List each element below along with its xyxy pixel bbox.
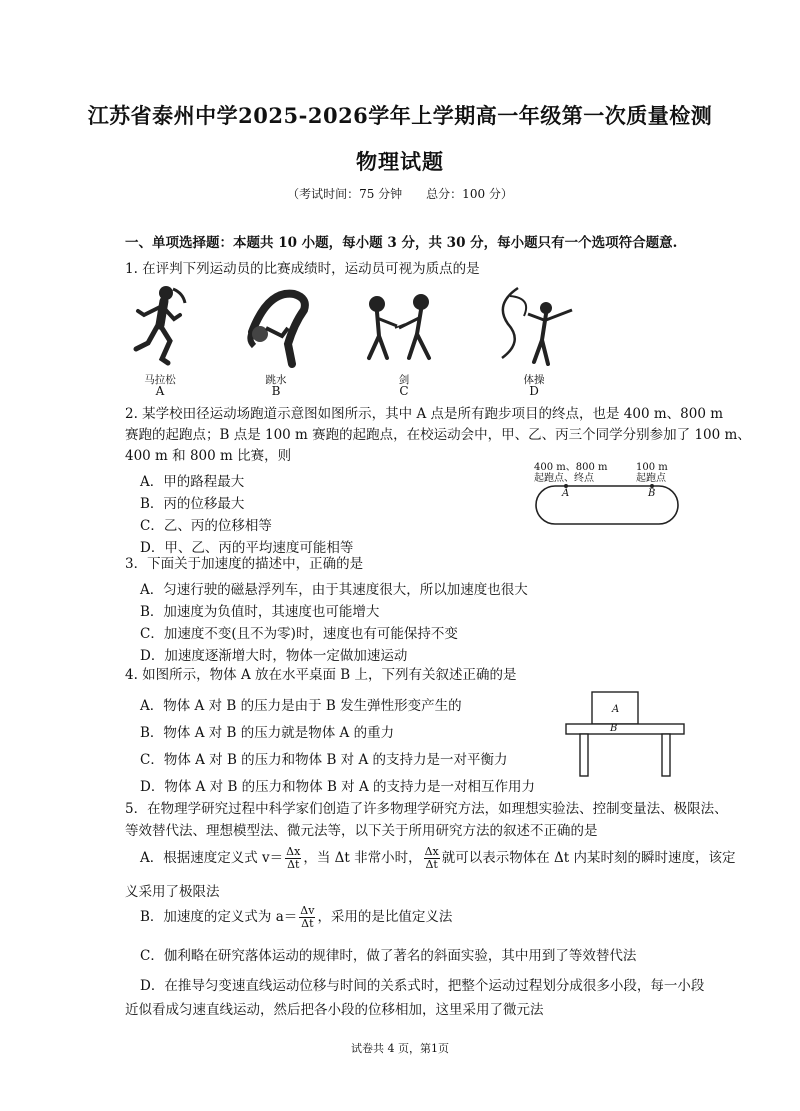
q5-stem-line2: 等效替代法、理想模型法、微元法等，以下关于所用研究方法的叙述不正确的是 <box>125 823 598 839</box>
q3-option-a: A．匀速行驶的磁悬浮列车，由于其速度很大，所以加速度也很大 <box>140 582 528 598</box>
q5-option-b: B．加速度的定义式为 a＝ $\frac{\Delta v}{\Delta t}$ ，采用的是比值定义法 <box>140 904 453 930</box>
marathon-runner-figure <box>130 283 192 371</box>
q4-option-b: B．物体 A 对 B 的压力就是物体 A 的重力 <box>140 725 395 741</box>
q2-option-d: D．甲、乙、丙的平均速度可能相等 <box>140 540 354 556</box>
fraction-dv-dt: $\frac{\Delta v}{\Delta t}$ <box>300 904 315 930</box>
section-heading: 一、单项选择题：本题共 10 小题，每小题 3 分，共 30 分，每小题只有一个选项符合题意. <box>125 235 678 251</box>
q1-caption-c: 剑 <box>398 374 410 386</box>
fraction-dx-dt-2: $\frac{\Delta x}{\Delta t}$ <box>424 845 439 871</box>
q2-stem-line3: 400 m 和 800 m 比赛，则 <box>125 448 292 464</box>
exam-info: （考试时间：75 分钟 总分：100 分） <box>287 187 513 201</box>
diver-figure <box>238 284 316 370</box>
q4-option-a: A．物体 A 对 B 的压力是由于 B 发生弹性形变产生的 <box>140 698 462 714</box>
q2-stem-line2: 赛跑的起跑点；B 点是 100 m 赛跑的起跑点，在校运动会中，甲、乙、丙三个同学分别参加了 100 m、 <box>125 427 751 443</box>
track-point-a: A <box>562 488 570 499</box>
q2-stem-line1: 2. 某学校田径运动场跑道示意图如图所示，其中 A 点是所有跑步项目的终点，也是 400 m、800 m <box>125 406 724 422</box>
q5-option-d-line2: 近似看成匀速直线运动，然后把各小段的位移相加，这里采用了微元法 <box>125 1002 544 1018</box>
q5-option-d-line1: D．在推导匀变速直线运动位移与时间的关系式时，把整个运动过程划分成很多小段，每一小段 <box>140 978 705 994</box>
track-label-a: 400 m、800 m 起跑点、终点 <box>534 462 608 484</box>
fencing-figure <box>357 290 441 370</box>
q1-caption-b: 跳水 <box>265 374 287 386</box>
q5-option-c: C．伽利略在研究落体运动的规律时，做了著名的斜面实验，其中用到了等效替代法 <box>140 948 637 964</box>
q5-stem-line1: 5．在物理学研究过程中科学家们创造了许多物理学研究方法，如理想实验法、控制变量法、极限法、 <box>125 801 728 817</box>
track-diagram <box>534 482 682 528</box>
q3-option-b: B．加速度为负值时，其速度也可能增大 <box>140 604 380 620</box>
q1-caption-a: 马拉松 <box>144 374 176 386</box>
gymnastics-figure <box>488 284 578 370</box>
q3-option-d: D．加速度逐渐增大时，物体一定做加速运动 <box>140 648 408 664</box>
block-label-a: A <box>612 704 620 715</box>
q4-option-d: D．物体 A 对 B 的压力和物体 B 对 A 的支持力是一对相互作用力 <box>140 779 535 795</box>
q4-stem: 4. 如图所示，物体 A 放在水平桌面 B 上，下列有关叙述正确的是 <box>125 667 517 683</box>
q2-option-c: C．乙、丙的位移相等 <box>140 518 272 534</box>
q5-option-a-line2: 义采用了极限法 <box>125 884 220 900</box>
track-label-b: 100 m 起跑点 <box>636 462 668 484</box>
q3-stem: 3．下面关于加速度的描述中，正确的是 <box>125 556 364 572</box>
exam-title: 江苏省泰州中学2025-2026学年上学期高一年级第一次质量检测 <box>87 103 713 128</box>
q5-option-a: A．根据速度定义式 v＝ $\frac{\Delta x}{\Delta t}$ ，当 Δt 非常小时， $\frac{\Delta x}{\Delta t}$ 就可以表示物体在 Δt 内某时刻的瞬时速度，该定 <box>140 845 736 871</box>
subject-title: 物理试题 <box>356 149 444 174</box>
q2-option-b: B．丙的位移最大 <box>140 496 245 512</box>
q1-letter-c: C <box>399 384 409 398</box>
q1-letter-d: D <box>529 384 539 398</box>
q1-stem: 1. 在评判下列运动员的比赛成绩时，运动员可视为质点的是 <box>125 261 480 277</box>
block-on-table-diagram <box>562 688 690 780</box>
track-point-b: B <box>648 488 656 499</box>
table-label-b: B <box>610 723 618 734</box>
q2-option-a: A．甲的路程最大 <box>140 474 245 490</box>
fraction-dx-dt: $\frac{\Delta x}{\Delta t}$ <box>286 845 301 871</box>
q4-option-c: C．物体 A 对 B 的压力和物体 B 对 A 的支持力是一对平衡力 <box>140 752 508 768</box>
page-footer: 试卷共 4 页，第1页 <box>351 1042 449 1055</box>
q1-letter-a: A <box>155 384 165 398</box>
q1-caption-d: 体操 <box>523 374 545 386</box>
q1-letter-b: B <box>271 384 281 398</box>
q3-option-c: C．加速度不变(且不为零)时，速度也有可能保持不变 <box>140 626 458 642</box>
